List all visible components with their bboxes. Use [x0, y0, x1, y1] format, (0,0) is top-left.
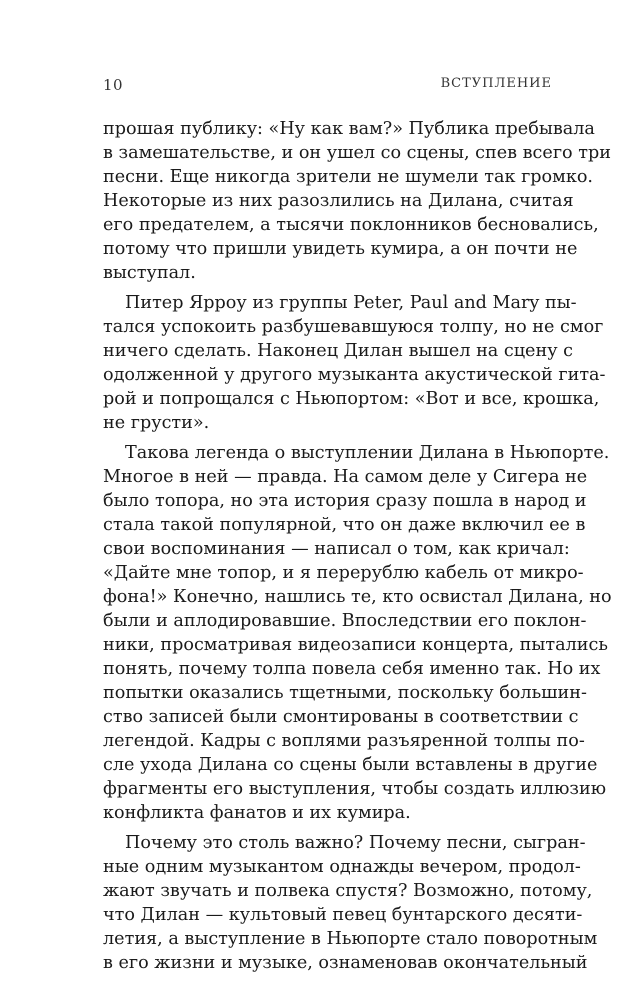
text-line: не грусти». [103, 413, 210, 433]
text-line: фрагменты его выступления, чтобы создать иллюзию [103, 779, 607, 799]
text-line: что Дилан — культовый певец бунтарского десяти- [103, 905, 583, 925]
paragraph-2 [103, 291, 606, 435]
text-line: выступал. [103, 263, 196, 283]
text-line: Почему это столь важно? Почему песни, сыгран- [125, 833, 586, 853]
text-line: в замешательстве, и он ушел со сцены, спев всего три [103, 143, 611, 163]
text-line: «Дайте мне топор, и я перерублю кабель от микро- [103, 563, 584, 583]
text-line: потому что пришли увидеть кумира, а он почти не [103, 239, 578, 259]
text-line: фона!» Конечно, нашлись те, кто освистал Дилана, но [103, 587, 612, 607]
text-line: Питер Ярроу из группы Peter, Paul and Mary пы- [125, 293, 577, 313]
text-line: были и аплодировавшие. Впоследствии его поклон- [103, 611, 587, 631]
text-line: летия, а выступление в Ньюпорте стало поворотным [103, 929, 598, 949]
body-text [103, 117, 612, 975]
text-line: свои воспоминания — написал о том, как кричал: [103, 539, 570, 559]
text-line: легендой. Кадры с воплями разъяренной толпы по- [103, 731, 585, 751]
text-line: в его жизни и музыке, ознаменовав окончательный [103, 953, 588, 973]
text-line: ники, просматривая видеозаписи концерта, пытались [103, 635, 608, 655]
text-line: жают звучать и полвека спустя? Возможно, потому, [103, 881, 593, 901]
page-number: 10 [103, 76, 124, 94]
running-head: ВСТУПЛЕНИЕ [440, 76, 552, 91]
text-line: прошая публику: «Ну как вам?» Публика пребывала [103, 119, 595, 139]
text-line: было топора, но эта история сразу пошла в народ и [103, 491, 587, 511]
text-line: Такова легенда о выступлении Дилана в Ньюпорте. [125, 443, 610, 463]
text-line: рой и попрощался с Ньюпортом: «Вот и все, крошка, [103, 389, 600, 409]
page-header [103, 76, 552, 100]
paragraph-3 [103, 441, 612, 825]
text-line: одолженной у другого музыканта акустической гита- [103, 365, 606, 385]
text-line: ные одним музыкантом однажды вечером, продол- [103, 857, 581, 877]
text-line: стала такой популярной, что он даже включил ее в [103, 515, 586, 535]
paragraph-4 [103, 831, 598, 975]
text-line: Многое в ней — правда. На самом деле у Сигера не [103, 467, 588, 487]
text-line: сле ухода Дилана со сцены были вставлены в другие [103, 755, 598, 775]
paragraph-1 [103, 117, 611, 285]
text-line: тался успокоить разбушевавшуюся толпу, но не смог [103, 317, 604, 337]
text-line: песни. Еще никогда зрители не шумели так громко. [103, 167, 594, 187]
text-line: конфликта фанатов и их кумира. [103, 803, 411, 823]
text-line: ство записей были смонтированы в соответствии с [103, 707, 579, 727]
text-line: Некоторые из них разозлились на Дилана, считая [103, 191, 574, 211]
text-line: ничего сделать. Наконец Дилан вышел на сцену с [103, 341, 573, 361]
text-line: понять, почему толпа повела себя именно так. Но их [103, 659, 601, 679]
text-line: его предателем, а тысячи поклонников бесновались, [103, 215, 599, 235]
text-line: попытки оказались тщетными, поскольку большин- [103, 683, 587, 703]
